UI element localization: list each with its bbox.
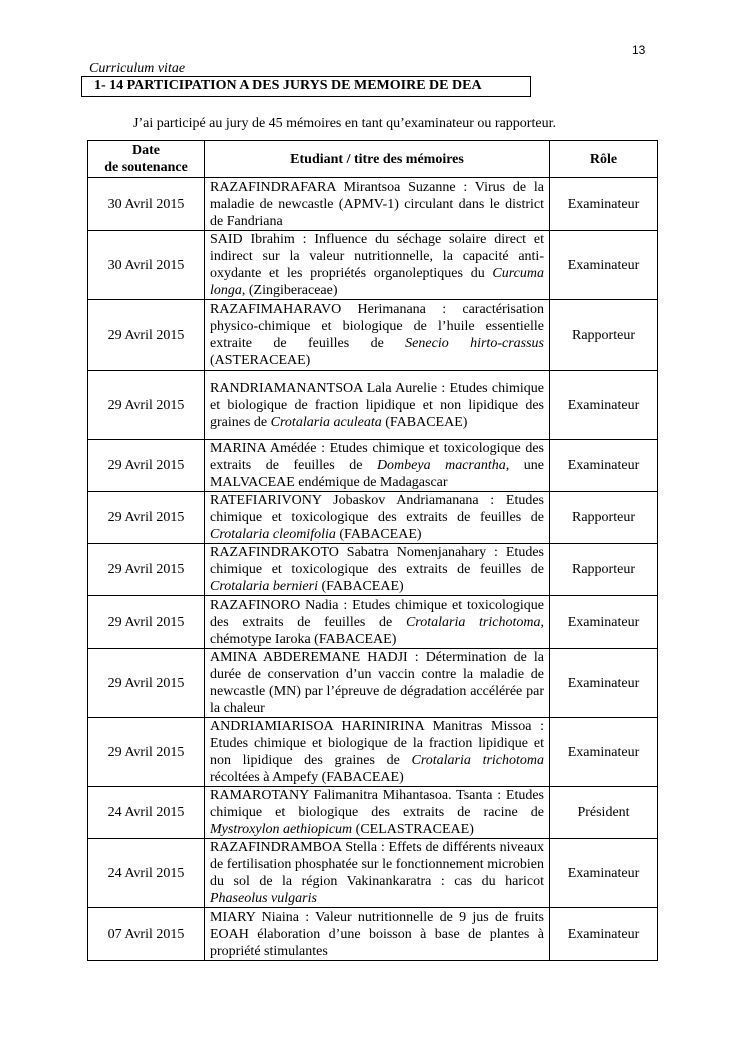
table-row <box>88 596 658 649</box>
table-row <box>88 492 658 544</box>
jury-role: Président <box>550 787 658 839</box>
jury-role: Examinateur <box>550 371 658 440</box>
species-name: Crotalaria trichotoma <box>405 614 541 630</box>
jury-role: Examinateur <box>550 908 658 961</box>
species-name: Crotalaria bernieri <box>210 579 318 594</box>
title-text: récoltées à Ampefy (FABACEAE) <box>210 770 404 785</box>
title-text: RANDRIAMANANTSOA Lala Aurelie : Etudes chimique et biologique de fraction lipidique et non lipidique des graines de <box>210 380 544 430</box>
page-number: 13 <box>632 43 646 57</box>
title-text: RAZAFIMAHARAVO Herimanana : caractérisation physico-chimique et biologique de l’huile essentielle extraite de feuilles de <box>210 302 544 351</box>
table-row <box>88 178 658 231</box>
table-row <box>88 908 658 961</box>
title-text: RAZAFINORO Nadia : Etudes chimique et toxicologique des extraits de feuilles de <box>210 597 544 630</box>
title-text: RAZAFINDRAKOTO Sabatra Nomenjanahary : Etudes chimique et toxicologique des extraits de feuilles de <box>210 545 544 577</box>
species-name: Mystroxylon aethiopicum <box>210 822 353 837</box>
table-row <box>88 839 658 908</box>
defense-date: 29 Avril 2015 <box>88 718 205 787</box>
table-row <box>88 649 658 718</box>
document-label: Curriculum vitae <box>89 61 186 76</box>
student-thesis-title <box>205 178 550 231</box>
species-name: Dombeya macrantha <box>376 458 506 473</box>
title-text: , une MALVACEAE endémique de Madagascar <box>210 458 545 490</box>
student-thesis-title <box>205 596 550 649</box>
species-name: Phaseolus vulgaris <box>210 891 317 906</box>
header-role: Rôle <box>550 141 658 178</box>
defense-date: 29 Avril 2015 <box>88 596 205 649</box>
defense-date: 07 Avril 2015 <box>88 908 205 961</box>
table-row <box>88 371 658 440</box>
student-thesis-title <box>205 787 550 839</box>
student-thesis-title <box>205 839 550 908</box>
table-row <box>88 440 658 492</box>
defense-date: 30 Avril 2015 <box>88 178 205 231</box>
jury-role: Examinateur <box>550 440 658 492</box>
defense-date: 30 Avril 2015 <box>88 231 205 300</box>
student-thesis-title <box>205 440 550 492</box>
defense-date: 29 Avril 2015 <box>88 544 205 596</box>
title-text: (FABACEAE) <box>335 527 422 542</box>
defense-date: 29 Avril 2015 <box>88 440 205 492</box>
jury-role: Rapporteur <box>550 492 658 544</box>
title-text: RAMAROTANY Falimanitra Mihantasoa. Tsanta : Etudes chimique et biologique des extraits de racine de <box>210 788 544 820</box>
title-text: RAZAFINDRAMBOA Stella : Effets de différents niveaux de fertilisation phosphatée sur le fonctionnement microbien du sol de la région Vakinankaratra : cas du haricot <box>210 840 544 889</box>
table-row <box>88 544 658 596</box>
jury-role: Examinateur <box>550 649 658 718</box>
title-text: MIARY Niaina : Valeur nutritionnelle de 9 jus de fruits EOAH élaboration d’une boisson à base de plantes à propriété stimulantes <box>210 909 544 959</box>
jury-role: Examinateur <box>550 718 658 787</box>
species-name: Senecio hirto-crassus <box>405 336 544 351</box>
title-text: , (Zingiberaceae) <box>241 283 338 298</box>
student-thesis-title <box>205 649 550 718</box>
student-thesis-title <box>205 908 550 961</box>
student-thesis-title <box>205 371 550 440</box>
species-name: Crotalaria trichotoma <box>411 753 545 768</box>
table-row <box>88 718 658 787</box>
title-text: (ASTERACEAE) <box>210 353 311 368</box>
title-text: (CELASTRACEAE) <box>352 822 474 837</box>
title-text: RATEFIARIVONY Jobaskov Andriamanana : Etudes chimique et toxicologique des extraits de feuilles de <box>210 493 544 525</box>
jury-role: Examinateur <box>550 178 658 231</box>
defense-date: 29 Avril 2015 <box>88 492 205 544</box>
title-text: , chémotype Iaroka (FABACEAE) <box>210 614 544 647</box>
section-heading-box <box>81 76 531 97</box>
jury-table-body <box>88 178 658 961</box>
header-student: Etudiant / titre des mémoires <box>205 141 550 178</box>
jury-role: Examinateur <box>550 231 658 300</box>
species-name: Crotalaria cleomifolia <box>210 527 336 542</box>
title-text: (FABACEAE) <box>381 414 468 430</box>
table-row <box>88 300 658 371</box>
species-name: Curcuma longa <box>210 266 544 298</box>
defense-date: 24 Avril 2015 <box>88 787 205 839</box>
student-thesis-title <box>205 300 550 371</box>
title-text: MARINA Amédée : Etudes chimique et toxicologique des extraits de feuilles de <box>210 441 544 473</box>
table-row <box>88 231 658 300</box>
header-date-line2: de soutenance <box>104 160 188 175</box>
title-text: (FABACEAE) <box>318 579 404 594</box>
jury-role: Examinateur <box>550 596 658 649</box>
table-header-row <box>88 141 658 178</box>
section-title: 1- 14 PARTICIPATION A DES JURYS DE MEMOIRE DE DEA <box>94 78 482 93</box>
student-thesis-title <box>205 718 550 787</box>
student-thesis-title <box>205 231 550 300</box>
intro-paragraph: J’ai participé au jury de 45 mémoires en tant qu’examinateur ou rapporteur. <box>133 116 556 131</box>
title-text: AMINA ABDEREMANE HADJI : Détermination de la durée de conservation d’un vaccin contre la maladie de newcastle (MN) par l’épreuve de dégradation accélérée par la chaleur <box>210 650 544 716</box>
defense-date: 29 Avril 2015 <box>88 649 205 718</box>
title-text: ANDRIAMIARISOA HARINIRINA Manitras Missoa : Etudes chimique et biologique de la fraction lipidique et non lipidique des graines de <box>210 719 544 768</box>
defense-date: 29 Avril 2015 <box>88 371 205 440</box>
jury-role: Rapporteur <box>550 300 658 371</box>
species-name: Crotalaria aculeata <box>270 414 382 430</box>
title-text: RAZAFINDRAFARA Mirantsoa Suzanne : Virus de la maladie de newcastle (APMV-1) circulant dans le district de Fandriana <box>210 179 544 229</box>
defense-date: 29 Avril 2015 <box>88 300 205 371</box>
jury-role: Examinateur <box>550 839 658 908</box>
table-row <box>88 787 658 839</box>
defense-date: 24 Avril 2015 <box>88 839 205 908</box>
title-text: SAID Ibrahim : Influence du séchage solaire direct et indirect sur la valeur nutritionnelle, la capacité anti-oxydante et les propriétés organoleptiques du <box>210 232 544 281</box>
student-thesis-title <box>205 544 550 596</box>
student-thesis-title <box>205 492 550 544</box>
jury-table <box>87 140 658 961</box>
jury-role: Rapporteur <box>550 544 658 596</box>
header-date <box>88 141 205 178</box>
header-date-line1: Date <box>132 143 160 158</box>
